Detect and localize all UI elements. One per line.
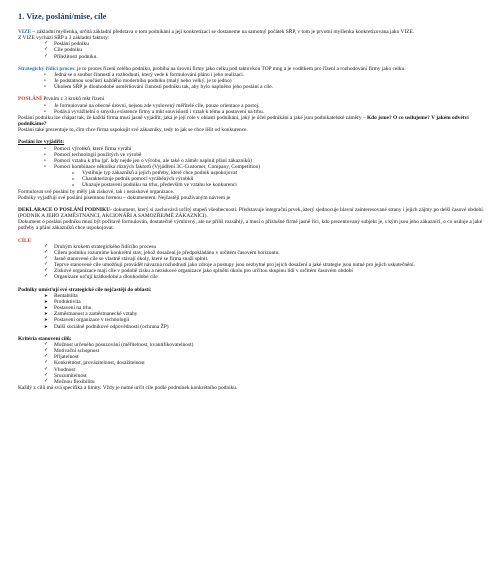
- list-item: • Pomocí výrobků, které firma vyrábí: [18, 146, 488, 152]
- strategicky-list: [18, 72, 488, 90]
- list-item: o Charakterizuje podnik pomocí vyráběných výrobků: [18, 176, 488, 182]
- poslani-p2: Poslání také prezentuje to, čím chce firma uspokojit své zákazníky, tedy to jak se chce líšit od konkurence.: [18, 127, 248, 134]
- oblasti-list: [18, 293, 488, 330]
- list-item: ➤ Rentabilita: [18, 293, 488, 299]
- vize-line2: Z VIZE vychází SŘP a 3 základní faktory:: [18, 35, 110, 42]
- list-item: o Vystihuje typ zákazníků a jejich potřeby, které chce podnik uspokojovat: [18, 170, 488, 176]
- vyjadrit-p2: Podniky vyjadřují své poslání písemnou formou – dokumentem. Nejčastěji používaným návrem je: [18, 194, 231, 201]
- list-item: • Jedná se o soubor činností a rozhodnutí, který vede k formulování plánu i jeho realizaci.: [18, 72, 488, 78]
- poslani-text: Prvním z 3 kroků mkt řízení: [41, 96, 105, 103]
- list-item: ✓ Vhodnost: [18, 367, 488, 373]
- vize-list: [18, 41, 488, 59]
- vyjadrit-p1: Formulovat své poslání by měly jak ziskové, tak i neziskové organizace.: [18, 188, 175, 195]
- deklarace-label: DEKLARACE O POSLÁNÍ PODNIKU: [18, 206, 111, 213]
- poslani-label: POSLÁNÍ: [18, 96, 42, 103]
- kriteria-heading: Kritéria stanovení cílů:: [18, 335, 72, 342]
- strategicky-label: Strategický řídící proces: [18, 65, 75, 72]
- list-item: ✓ Možnou flexibilitu: [18, 379, 488, 385]
- vyjadrit-sublist: [18, 170, 488, 188]
- list-item: ✓ Přiležitosti podniku.: [18, 54, 488, 60]
- list-item: ➤ Produktivita: [18, 299, 488, 305]
- poslani-p1: Poslání podniku lze chápat tak, že každá firma musí jasně vyjádřit, jaká je její role v oblasti podnikání, jaký je účel podnikání a jaké jsou podnikatelské záměry – Kdo jsme? O co usilujeme? V jakém odvětví podnikáme?: [18, 114, 469, 128]
- list-item: ✓ Organizace určují krátkodobé a dlouhodobé cíle: [18, 274, 488, 280]
- list-item: ✓ Teprve stanovené cíle umožňují provádět návazná rozhodnutí jako zdroje a postupy jsou nezbytné pro jejich dosažení a jaké strategie jsou nutné pro jejich uskutečnění.: [18, 262, 488, 268]
- poslani-list: [18, 103, 488, 115]
- vyjadrit-list: [18, 146, 488, 171]
- list-item: • Pomocí kombinace několika různých faktorů (Vyjádření 3C-Customer, Company, Competition): [18, 164, 488, 170]
- deklarace-paragraph: [18, 207, 488, 219]
- list-item: ➤ Další sociálně podnikové odpovědnosti (ochrana ŽP): [18, 324, 488, 330]
- list-item: ✓ Konkrétnost, provázitelnost, dosažitelnost: [18, 360, 488, 366]
- oblasti-heading: Podniky umísťují své strategické cíle nejčastěji do oblastí:: [18, 286, 152, 293]
- list-item: ➤ Postavení na trhu: [18, 305, 488, 311]
- list-item: ✓ Cíle podniku: [18, 47, 488, 53]
- list-item: • Podává vyvážitelní o smyslu existence firmy a mkt souvislosti i vztah k tému a postavení na trhu.: [18, 109, 488, 115]
- vyjadrit-heading: Poslání lze vyjádřit:: [18, 139, 65, 146]
- list-item: • Pomocí vztahu k trhu (př. kdy nejde jen o výrobu, ale také o záměr naplnit přání zákazníků): [18, 158, 488, 164]
- vize-text: – základní myšlenka, určitá základní představa o tom podnikání a její konkretizaci se dostaneme na samotný počátek SŘP, v tom je prvotní myšlenka konkretizována jako VIZE.: [31, 29, 415, 35]
- list-item: ✓ Druhým krokem strategického řídícího procesu: [18, 244, 488, 250]
- list-item: ✓ Cílem podniku rozumíme konkrétní stav, jehož dosažení je předpokládáno v určitém časovém horizontu.: [18, 250, 488, 256]
- strategicky-text: : je to proces řízení celého podniku, probíhá na úrovni firmy jako celku pod taktovkou TOP mng a je vodítkem pro řízení a rozhodování firmy jako celku.: [74, 65, 406, 72]
- list-item: o Ukazuje postavení podniku na trhu, především ve vztahu ke konkurenci: [18, 182, 488, 188]
- list-item: • Je podstatnou součástí každého moderního podniku (malý nebo velký, je to jedno): [18, 78, 488, 84]
- list-item: ✓ Přijatelnost: [18, 354, 488, 360]
- list-item: • Pomocí technologií použitých ve výrobě: [18, 152, 488, 158]
- list-item: • Úkolem SŘP je dlouhodobé usměrňování činnosti podniku tak, aby bylo naplněno jeho poslání a cíle.: [18, 84, 488, 90]
- deklarace-p2: Dokument o poslání podniku musí být počítavě formulován, dostatečně výmluvný, ale ne příliš rozsáhlý, a musí o příslušné firmě jasně říci, kdo prezentovaný subjekt je, s kým jsou jeho zákazníci, o co usiluje a jaké potřeby a přání zákazníků chce uspokojovat.: [18, 219, 483, 232]
- list-item: ✓ Možnost určeného posuzování (měřitelnost, kvantifikovatelnost): [18, 342, 488, 348]
- list-item: ✓ Poslání podniku: [18, 41, 488, 47]
- cile-label: CÍLE: [18, 237, 32, 244]
- list-item: ➤ Zaměstnanost a zaměstnanecké vztahy: [18, 311, 488, 317]
- vize-label: VIZE: [18, 29, 32, 35]
- list-item: ✓ Ziskové organizace mají cíle v podobě zisku a neziskové organizace jako splnění úkolu pro určitou skupinu lidí v určitém časovém období: [18, 268, 488, 274]
- list-item: ✓ Motivační schopnost: [18, 348, 488, 354]
- kriteria-list: [18, 342, 488, 385]
- deklarace-text: - dokument, který si zachovává určitý stupeň všeobecnosti. Představuje integrační prvek, který sjednocuje hlavní zainteresované strany i jejich zájmy po delší časové období. (PODNIK A JEHO ZAMĚSTNANCI, AKCIONÁŘI A SAMOZŘEJMĚ ZÁKAZNÍCI).: [18, 206, 485, 220]
- list-item: • Je formulované na obecné úrovni, nejsou zde vyslovený měřitelé cíle, pouze orientace a postoj.: [18, 103, 488, 109]
- list-item: ➤ Postavení organizace v technologii: [18, 317, 488, 323]
- kriteria-closing: Každý z cílů má svá specifika a limity. Vždy je nutné určit cíle podle podmínek konkrétního podniku.: [18, 384, 238, 391]
- page-title: 1. Vize, poslání/mise, cíle: [18, 12, 107, 21]
- list-item: ✓ Jasně stanovené cíle se vlastně stávají úkoly, které se firma snaží splnit.: [18, 256, 488, 262]
- cile-list: [18, 244, 488, 281]
- list-item: ✓ Srozumitelnost: [18, 373, 488, 379]
- poslani-questions: Kdo jsme? O co usilujeme? V jakém odvětví podnikáme?: [18, 114, 469, 128]
